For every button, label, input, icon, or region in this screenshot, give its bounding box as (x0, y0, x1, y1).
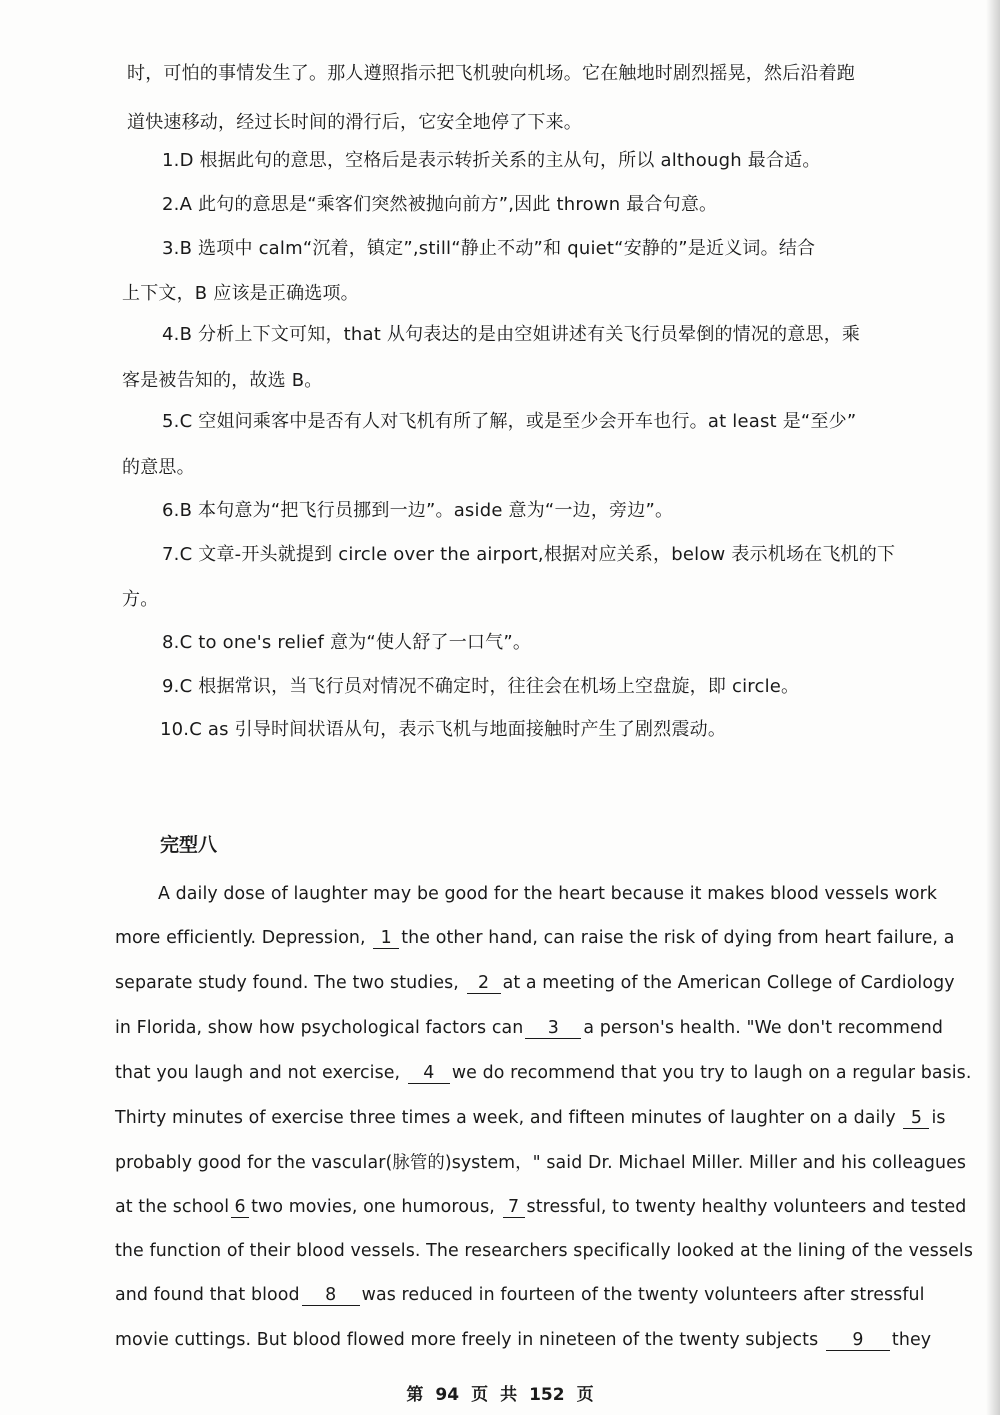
footer-page-word: 页 (471, 1385, 489, 1405)
passage-line-10 (115, 1283, 925, 1307)
passage-line-7: probably good for the vascular(脉管的)system，" said Dr. Michael Miller. Miller and his colleagues (115, 1153, 967, 1173)
answer-7-line-1: 7.C 文章-开头就提到 circle over the airport,根据对应关系，below 表示机场在飞机的下 (162, 544, 896, 565)
passage-line-11 (115, 1328, 931, 1352)
blank-1: 1 (373, 928, 399, 949)
passage-text: the other hand, can raise the risk of dying from heart failure, a (401, 928, 955, 948)
passage-text: movie cuttings. But blood flowed more freely in nineteen of the twenty subjects (115, 1330, 819, 1350)
passage-text: stressful, to twenty healthy volunteers and tested (526, 1197, 967, 1217)
answer-4-line-1: 4.B 分析上下文可知，that 从句表达的是由空姐讲述有关飞行员晕倒的情况的意思，乘 (162, 324, 861, 345)
answer-3-line-2: 上下文，B 应该是正确选项。 (122, 283, 359, 304)
blank-3: 3 (525, 1018, 581, 1039)
answer-7-line-2: 方。 (122, 589, 159, 610)
blank-7: 7 (503, 1197, 525, 1218)
answer-6: 6.B 本句意为“把飞行员挪到一边”。aside 意为“一边，旁边”。 (162, 500, 674, 521)
passage-text: we do recommend that you try to laugh on a regular basis. (451, 1063, 972, 1083)
passage-line-9: the function of their blood vessels. The researchers specifically looked at the lining of the vessels (115, 1241, 974, 1261)
footer-suffix: 页 (576, 1385, 594, 1405)
passage-text: separate study found. The two studies, (115, 973, 459, 993)
intro-line-2: 道快速移动，经过长时间的滑行后，它安全地停了下来。 (127, 112, 582, 133)
passage-line-2 (115, 926, 954, 950)
page-number: 94 (435, 1385, 460, 1405)
answer-10: 10.C as 引导时间状语从句，表示飞机与地面接触时产生了剧烈震动。 (160, 719, 727, 740)
section-title: 完型八 (160, 834, 218, 856)
blank-8: 8 (302, 1285, 360, 1306)
passage-line-4 (115, 1016, 943, 1040)
blank-5: 5 (903, 1108, 929, 1129)
passage-text: at a meeting of the American College of Cardiology (502, 973, 955, 993)
passage-text: at the school (115, 1197, 230, 1217)
blank-6: 6 (231, 1197, 249, 1218)
footer-prefix: 第 (406, 1385, 424, 1405)
passage-text: is (931, 1108, 946, 1128)
intro-line-1: 时，可怕的事情发生了。那人遵照指示把飞机驶向机场。它在触地时剧烈摇晃，然后沿着跑 (127, 63, 855, 84)
passage-text: that you laugh and not exercise, (115, 1063, 401, 1083)
passage-text: a person's health. "We don't recommend (583, 1018, 944, 1038)
passage-line-1: A daily dose of laughter may be good for the heart because it makes blood vessels work (158, 884, 937, 904)
answer-1: 1.D 根据此句的意思，空格后是表示转折关系的主从句，所以 although 最合适。 (162, 150, 821, 171)
blank-2: 2 (467, 973, 501, 994)
answer-4-line-2: 客是被告知的，故选 B。 (122, 370, 323, 391)
passage-text: in Florida, show how psychological factors can (115, 1018, 524, 1038)
passage-text: was reduced in fourteen of the twenty volunteers after stressful (361, 1285, 925, 1305)
answer-9: 9.C 根据常识，当飞行员对情况不确定时，往往会在机场上空盘旋，即 circle。 (162, 676, 800, 697)
answer-5-line-1: 5.C 空姐问乘客中是否有人对飞机有所了解，或是至少会开车也行。at least 是“至少” (162, 411, 857, 432)
passage-line-5 (115, 1061, 971, 1085)
page-footer (0, 1380, 1000, 1405)
passage-line-8 (115, 1195, 966, 1219)
scan-edge-shadow (986, 0, 1000, 1415)
passage-text: they (891, 1330, 932, 1350)
answer-8: 8.C to one's relief 意为“使人舒了一口气”。 (162, 632, 532, 653)
passage-text: two movies, one humorous, (251, 1197, 495, 1217)
passage-text: more efficiently. Depression, (115, 928, 366, 948)
passage-text: and found that blood (115, 1285, 300, 1305)
passage-line-6 (115, 1106, 946, 1130)
passage-text: Thirty minutes of exercise three times a week, and fifteen minutes of laughter on a daily (115, 1108, 896, 1128)
answer-3-line-1: 3.B 选项中 calm“沉着，镇定”,still“静止不动”和 quiet“安静的”是近义词。结合 (162, 238, 816, 259)
footer-total-word: 共 (500, 1385, 518, 1405)
answer-5-line-2: 的意思。 (122, 457, 195, 478)
blank-4: 4 (408, 1063, 450, 1084)
total-pages: 152 (529, 1385, 565, 1405)
blank-9: 9 (826, 1330, 890, 1351)
answer-2: 2.A 此句的意思是“乘客们突然被抛向前方”,因此 thrown 最合句意。 (162, 194, 718, 215)
passage-line-3 (115, 971, 955, 995)
